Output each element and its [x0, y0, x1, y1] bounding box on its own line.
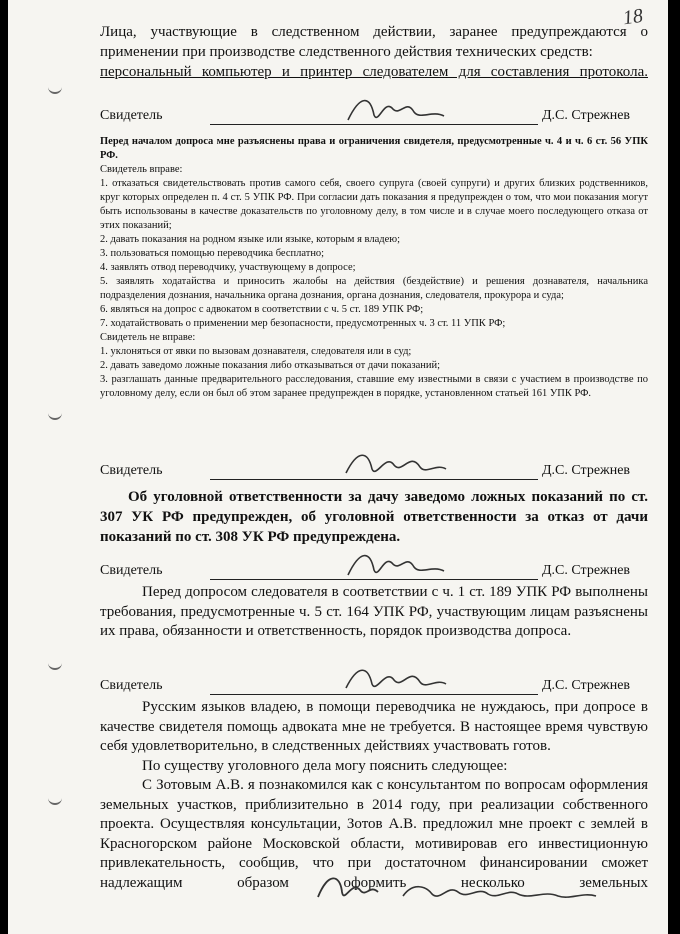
rights-may-item: 7. ходатайствовать о применении мер безопасности, предусмотренных ч. 3 ст. 11 УПК РФ;: [100, 318, 506, 329]
witness-name: Д.С. Стрежнев: [542, 463, 631, 478]
testimony-paragraph: По существу уголовного дела могу пояснить следующее:: [142, 757, 508, 774]
liability-paragraph: Об уголовной ответственности за дачу заведомо ложных показаний по ст. 307 УК РФ предупрежден, об уголовной ответственности за отказ от дачи показаний по ст. 308 УК РФ предупреждена.: [100, 489, 648, 545]
signature-scribble-icon: [340, 660, 450, 700]
witness-signature-row: [100, 463, 648, 483]
rights-may-item: 6. являться на допрос с адвокатом в соответствии с ч. 5 ст. 189 УПК РФ;: [100, 304, 424, 315]
intro-text: Лица, участвующие в следственном действии, заранее предупреждаются о применении при производстве следственного действия технических средств:: [100, 24, 648, 60]
witness-label: Свидетель: [100, 678, 163, 693]
rights-may-item: 2. давать показания на родном языке или языке, которым я владею;: [100, 234, 401, 245]
witness-signature-row: [100, 678, 648, 698]
requirements-paragraph: Перед допросом следователя в соответствии с ч. 1 ст. 189 УПК РФ выполнены требования, предусмотренные ч. 5 ст. 164 УПК РФ, участвующим лицам разъяснены их права, обязанности и ответственность, порядок производства допроса.: [100, 584, 648, 639]
document-page: [8, 0, 668, 934]
intro-underlined: персональный компьютер и принтер следователем для составления протокола.: [100, 64, 648, 80]
binder-hole-mark: [48, 795, 62, 805]
signature-scribble-icon: [340, 90, 450, 130]
witness-signature-row: [100, 563, 648, 583]
signature-scribble-icon: [340, 445, 450, 485]
rights-maynot-item: 2. давать заведомо ложные показания либо отказываться от дачи показаний;: [100, 360, 441, 371]
rights-may-title: Свидетель вправе:: [100, 164, 183, 175]
binder-hole-mark: [48, 84, 62, 94]
rights-header: Перед началом допроса мне разъяснены права и ограничения свидетеля, предусмотренные ч. 4 и ч. 6 ст. 56 УПК РФ.: [100, 136, 648, 161]
rights-may-item: 1. отказаться свидетельствовать против самого себя, своего супруга (своей супруги) и других близких родственников, круг которых определен п. 4 ст. 5 УПК РФ. При согласии дать показания я предупрежден о том, что мои показания могут быть использованы в качестве доказательств по уголовному делу, в том числе и в случае моего последующего отказа от этих показаний;: [100, 178, 648, 231]
testimony-paragraph: С Зотовым А.В. я познакомился как с консультантом по вопросам оформления земельных участков, приблизительно в 2014 году, при реализации собственного проекта. Осуществляя консультации, Зотов А.В. предложил мне проект с землей в Красногорском районе Московской области, мотивировав его инвестиционную привлекательность, сообщив, что при достаточном финансировании сможет надлежащим образом оформить несколько земельных: [100, 777, 648, 891]
witness-label: Свидетель: [100, 463, 163, 478]
witness-name: Д.С. Стрежнев: [542, 563, 631, 578]
rights-maynot-title: Свидетель не вправе:: [100, 332, 196, 343]
witness-name: Д.С. Стрежнев: [542, 678, 631, 693]
signature-scribble-icon: [340, 545, 450, 585]
witness-label: Свидетель: [100, 563, 163, 578]
binder-hole-mark: [48, 660, 62, 670]
rights-may-item: 3. пользоваться помощью переводчика бесплатно;: [100, 248, 325, 259]
witness-name: Д.С. Стрежнев: [542, 108, 631, 123]
intro-paragraph: [100, 22, 648, 82]
witness-label: Свидетель: [100, 108, 163, 123]
witness-signature-row: [100, 108, 648, 128]
rights-maynot-item: 3. разглашать данные предварительного расследования, ставшие ему известными в связи с участием в производстве по уголовному делу, если он был об этом заранее предупрежден в порядке, установленном статьей 161 УПК РФ.: [100, 374, 648, 399]
binder-hole-mark: [48, 410, 62, 420]
rights-section: [100, 135, 648, 401]
handwritten-signature: [308, 862, 608, 922]
rights-may-item: 5. заявлять ходатайства и приносить жалобы на действия (бездействие) и решения дознавателя, начальника подразделения дознания, начальника органа дознания, органа дознания, следователя, прокурора и суда;: [100, 276, 648, 301]
testimony-paragraph: Русским языков владею, в помощи переводчика не нуждаюсь, при допросе в качестве свидетеля помощь адвоката мне не требуется. В настоящее время чувствую себя удовлетворительно, в следственных действиях участвовать готов.: [100, 699, 648, 754]
rights-may-item: 4. заявлять отвод переводчику, участвующему в допросе;: [100, 262, 356, 273]
page-number: 18: [621, 4, 645, 30]
rights-maynot-item: 1. уклоняться от явки по вызовам дознавателя, следователя или в суд;: [100, 346, 412, 357]
